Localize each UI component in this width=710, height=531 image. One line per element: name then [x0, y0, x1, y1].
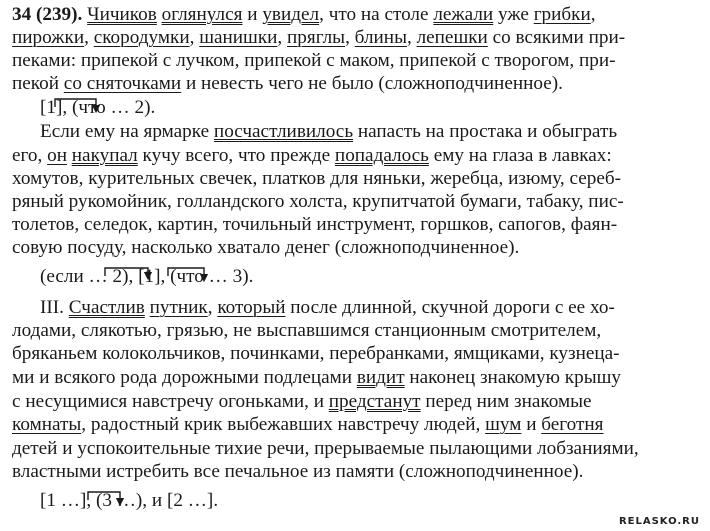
subject: скородумки	[93, 27, 190, 48]
ex34-line-3: пеками: припекой с лучком, припекой с маком, припекой с творогом, при-	[12, 50, 616, 71]
subject: комнаты	[12, 414, 82, 435]
predicate: оглянулся	[161, 4, 243, 25]
subject: грибки	[533, 4, 591, 25]
ex34-scheme: [1], (что … 2).	[40, 97, 156, 118]
ex2-scheme: (если … 2), [1], (что … 3).	[40, 266, 254, 287]
predicate: Счастлив	[68, 297, 145, 318]
ex3-line-4: ми и всякого рода дорожными подлецами видит наконец знакомую крышу	[12, 367, 621, 388]
ex34-line-2: пирожки, скородумки, шанишки, пряглы, блины, лепешки со всякими при-	[12, 27, 626, 48]
subject: путник	[149, 297, 208, 318]
ex2-line-4: ряный рукомойник, голландского холста, крупитчатой бумаги, табаку, пис-	[12, 191, 624, 212]
subject: пряглы	[287, 27, 346, 48]
subject: который	[217, 297, 286, 318]
ex2-line-3: хомутов, курительных свечек, платков для няньки, жеребца, изюму, сереб-	[12, 168, 622, 189]
predicate: видит	[356, 367, 405, 388]
ex3-line-6: комнаты, радостный крик выбежавших навстречу людей, шум и беготня	[12, 414, 604, 435]
ex2-line-1: Если ему на ярмарке посчастливилось напасть на простака и обыграть	[40, 121, 618, 142]
subject: со сняточками	[63, 73, 182, 94]
subject: пирожки	[12, 27, 85, 48]
subject: он	[47, 145, 67, 166]
ex3-line-1: III. Счастлив путник, который после длинной, скучной дороги с ее хо-	[40, 297, 615, 318]
ex2-line-6: совую посуду, насколько хватало денег (сложноподчиненное).	[12, 237, 520, 258]
ex3-scheme: [1 …], (3 …), и [2 …].	[40, 490, 219, 511]
predicate: увидел	[262, 4, 320, 25]
ex2-line-2: его, он накупал кучу всего, что прежде попадалось ему на глаза в лавках:	[12, 145, 612, 166]
subject: блины	[354, 27, 407, 48]
ex3-line-7: детей и успокоительные тихие речи, прерываемые пылающими лобзаниями,	[12, 438, 639, 459]
ex34-line-4: пекой со сняточками и невесть чего не было (сложноподчиненное).	[12, 73, 563, 94]
ex3-line-3: бряканьем колокольчиков, починками, перебранками, ямщиками, кузнеца-	[12, 343, 620, 364]
ex3-line-8: властными истребить все печальное из памяти (сложноподчиненное).	[12, 461, 584, 482]
predicate: попадалось	[334, 145, 429, 166]
site-watermark: RELASKO.RU	[618, 516, 700, 527]
predicate: Чичиков	[87, 4, 157, 25]
predicate: лежали	[433, 4, 494, 25]
predicate: посчастливилось	[213, 121, 354, 142]
ex2-line-5: толетов, селедок, картин, точильный инструмент, горшков, сапогов, фаян-	[12, 214, 618, 235]
ex3-line-5: с несущимися навстречу огоньками, и предстанут перед ним знакомые	[12, 391, 592, 412]
predicate: накупал	[71, 145, 138, 166]
ex34-line-1: 34 (239). Чичиков оглянулся и увидел, что на столе лежали уже грибки,	[12, 4, 596, 25]
subject: шум	[485, 414, 522, 435]
subject: беготня	[541, 414, 604, 435]
predicate: предстанут	[328, 391, 421, 412]
ex3-line-2: лодами, слякотью, грязью, не выспавшимся станционным смотрителем,	[12, 320, 602, 341]
subject: шанишки	[199, 27, 278, 48]
exercise-number: 34 (239).	[12, 4, 83, 25]
subject: лепешки	[416, 27, 488, 48]
